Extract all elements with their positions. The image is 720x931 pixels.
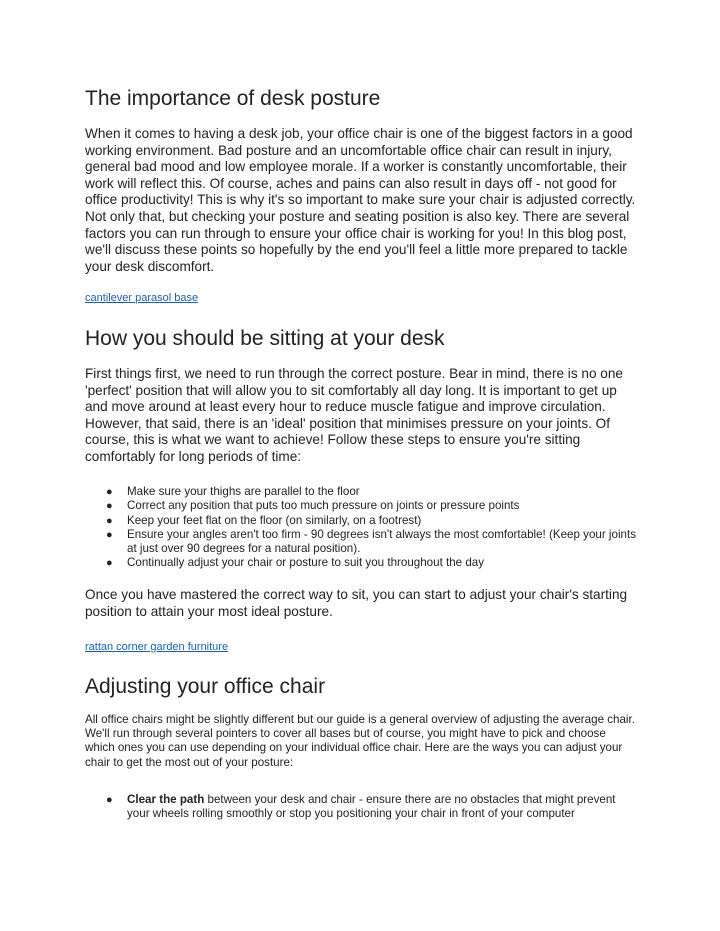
adjusting-bullet-list bbox=[85, 793, 637, 822]
sitting-paragraph: First things first, we need to run through the correct posture. Bear in mind, there is no one 'perfect' position that will allow you to sit comfortably all day long. It is important to get up and move around at least every hour to reduce muscle fatigue and improve circulation. However, that said, there is an 'ideal' position that minimises pressure on your joints. Of course, this is what we want to achieve! Follow these steps to ensure you're sitting comfortably for long periods of time: bbox=[85, 366, 623, 464]
section-heading-sitting: How you should be sitting at your desk bbox=[85, 327, 445, 350]
bullet-icon: ● bbox=[106, 486, 113, 498]
bullet-icon: ● bbox=[106, 557, 113, 570]
adjusting-paragraph: All office chairs might be slightly different but our guide is a general overview of adjusting the average chair. We'll run through several pointers to cover all bases but of course, you might have to pick and choose which ones you can use depending on your individual office chair. Here are the ways you can adjust your chair to get the most out of your posture: bbox=[85, 713, 635, 769]
bullet-bold-lead: Clear the path bbox=[127, 793, 205, 806]
list-item: ● Ensure your angles aren't too firm - 90 degrees isn't always the most comfortable! (Keep your joints at just over 90 degrees for a natural position). bbox=[106, 527, 636, 556]
sitting-bullet-list bbox=[85, 485, 637, 571]
bullet-icon: ● bbox=[106, 500, 113, 513]
closing-paragraph: Once you have mastered the correct way to sit, you can start to adjust your chair's starting position to attain your most ideal posture. bbox=[85, 587, 628, 619]
list-item: ● Continually adjust your chair or posture to suit you throughout the day bbox=[106, 556, 485, 570]
intro-paragraph: When it comes to having a desk job, your office chair is one of the biggest factors in a good working environment. Bad posture and an uncomfortable office chair can result in injury, general bad mood and low employee morale. If a worker is constantly uncomfortable, their work will reflect this. Of course, aches and pains can also result in days off - not good for office productivity! This is why it's so important to make sure your chair is adjusted correctly. Not only that, but checking your posture and seating position is also key. There are several factors you can run through to ensure your office chair is working for you! In this blog post, we'll discuss these points so hopefully by the end you'll feel a little more prepared to tackle your desk discomfort. bbox=[85, 126, 636, 274]
link-cantilever-parasol-base[interactable]: cantilever parasol base bbox=[85, 292, 199, 304]
list-item: ● Correct any position that puts too much pressure on joints or pressure points bbox=[106, 499, 520, 513]
bullet-icon: ● bbox=[106, 514, 113, 527]
section-heading-adjusting-chair: Adjusting your office chair bbox=[85, 675, 326, 698]
list-item bbox=[85, 793, 637, 822]
bullet-text: between your desk and chair - ensure there are no obstacles that might prevent your wheels rolling smoothly or stop you positioning your chair in front of your computer bbox=[127, 793, 616, 821]
bullet-icon: ● bbox=[106, 794, 113, 806]
list-item: ● Keep your feet flat on the floor (on similarly, on a footrest) bbox=[106, 513, 422, 527]
list-item: ● Make sure your thighs are parallel to the floor bbox=[106, 485, 360, 498]
bullet-icon: ● bbox=[106, 528, 113, 541]
section-heading-desk-posture: The importance of desk posture bbox=[85, 87, 381, 110]
link-rattan-corner-garden-furniture[interactable]: rattan corner garden furniture bbox=[85, 641, 229, 653]
